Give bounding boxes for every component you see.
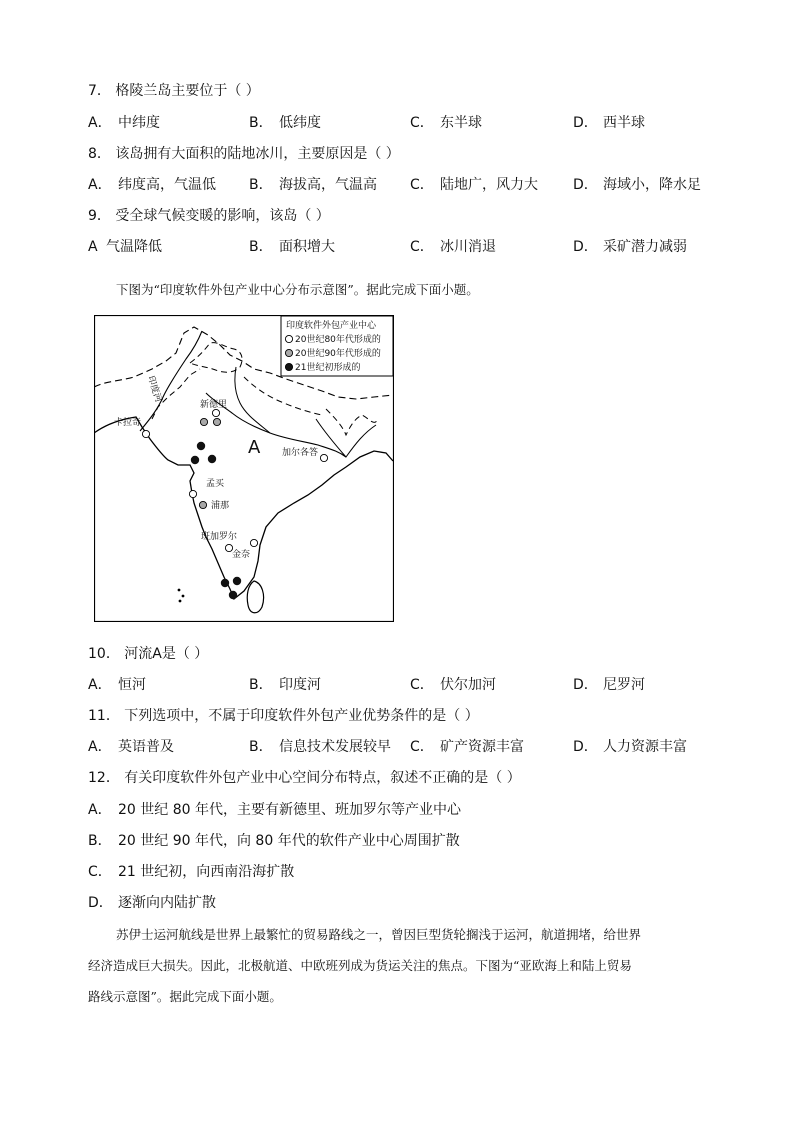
city-21c-south bbox=[233, 577, 241, 585]
legend-90s-symbol bbox=[285, 349, 292, 356]
q9-option-d: D． 采矿潜力减弱 bbox=[573, 239, 687, 255]
q12-option-b: B． 20 世纪 90 年代，向 80 年代的软件产业中心周围扩散 bbox=[88, 833, 460, 849]
island-dot bbox=[178, 589, 181, 592]
legend-80s-label: 20世纪80年代形成的 bbox=[295, 335, 381, 345]
q9-option-a: A 气温降低 bbox=[88, 239, 162, 255]
q7-option-a: A． 中纬度 bbox=[88, 115, 160, 131]
q8-option-d: D． 海域小，降水足 bbox=[573, 177, 701, 193]
q11-option-d: D． 人力资源丰富 bbox=[573, 739, 687, 755]
q12-option-d: D． 逐渐向内陆扩散 bbox=[88, 895, 216, 911]
q7-option-b: B． 低纬度 bbox=[249, 115, 321, 131]
question-11-stem: 11． 下列选项中，不属于印度软件外包产业优势条件的是（ ） bbox=[88, 708, 479, 724]
label-bangalore: 班加罗尔 bbox=[201, 532, 238, 542]
q9-option-c: C． 冰川消退 bbox=[410, 239, 496, 255]
label-chennai: 金奈 bbox=[232, 550, 251, 560]
q11-option-c: C． 矿产资源丰富 bbox=[410, 739, 524, 755]
city-chennai bbox=[250, 539, 257, 546]
question-8-stem: 8． 该岛拥有大面积的陆地冰川，主要原因是（ ） bbox=[88, 146, 400, 162]
india-software-map bbox=[94, 315, 394, 622]
q8-option-c: C． 陆地广，风力大 bbox=[410, 177, 538, 193]
q12-option-c: C． 21 世纪初，向西南沿海扩散 bbox=[88, 864, 295, 880]
city-pune bbox=[199, 501, 206, 508]
q11-option-b: B． 信息技术发展较早 bbox=[249, 739, 391, 755]
question-7-stem: 7． 格陵兰岛主要位于（ ） bbox=[88, 83, 260, 99]
q7-option-d: D． 西半球 bbox=[573, 115, 645, 131]
city-21c-west bbox=[197, 442, 205, 450]
city-21c-west bbox=[208, 455, 216, 463]
label-pune: 浦那 bbox=[211, 501, 230, 511]
q9-option-b: B． 面积增大 bbox=[249, 239, 335, 255]
q10-option-d: D． 尼罗河 bbox=[573, 677, 645, 693]
city-newdelhi-90s bbox=[213, 418, 220, 425]
q7-option-c: C． 东半球 bbox=[410, 115, 482, 131]
trade-route-intro-line: 经济造成巨大损失。因此，北极航道、中欧班列成为货运关注的焦点。下图为“亚欧海上和陆上贸易 bbox=[88, 958, 632, 973]
q10-option-c: C． 伏尔加河 bbox=[410, 677, 496, 693]
city-karachi bbox=[142, 430, 149, 437]
q12-option-a: A． 20 世纪 80 年代，主要有新德里、班加罗尔等产业中心 bbox=[88, 802, 461, 818]
trade-route-intro-line: 路线示意图”。据此完成下面小题。 bbox=[88, 989, 282, 1004]
city-kolkata bbox=[320, 454, 327, 461]
legend-title: 印度软件外包产业中心 bbox=[286, 321, 377, 331]
q10-option-b: B． 印度河 bbox=[249, 677, 321, 693]
label-indus-river: 印度河 bbox=[145, 374, 164, 404]
legend-21c-label: 21世纪初形成的 bbox=[295, 363, 361, 373]
legend-90s-label: 20世纪90年代形成的 bbox=[295, 349, 381, 359]
island-dot bbox=[179, 600, 182, 603]
city-21c-south bbox=[229, 591, 237, 599]
city-21c-west bbox=[191, 456, 199, 464]
q11-option-a: A． 英语普及 bbox=[88, 739, 174, 755]
city-21c-south bbox=[221, 579, 229, 587]
city-newdelhi-90s bbox=[200, 418, 207, 425]
map-intro-text: 下图为“印度软件外包产业中心分布示意图”。据此完成下面小题。 bbox=[116, 282, 479, 297]
label-newdelhi: 新德里 bbox=[200, 400, 228, 410]
label-karachi: 卡拉奇 bbox=[114, 418, 142, 428]
q10-option-a: A． 恒河 bbox=[88, 677, 146, 693]
island-dot bbox=[182, 595, 185, 598]
question-9-stem: 9． 受全球气候变暖的影响，该岛（ ） bbox=[88, 208, 330, 224]
q8-option-a: A． 纬度高，气温低 bbox=[88, 177, 216, 193]
label-river-a: A bbox=[248, 437, 261, 458]
label-mumbai: 孟买 bbox=[206, 479, 225, 489]
legend-80s-symbol bbox=[285, 335, 292, 342]
q8-option-b: B． 海拔高，气温高 bbox=[249, 177, 377, 193]
city-mumbai bbox=[189, 490, 196, 497]
question-10-stem: 10． 河流A是（ ） bbox=[88, 646, 209, 662]
label-kolkata: 加尔各答 bbox=[282, 448, 319, 458]
question-12-stem: 12． 有关印度软件外包产业中心空间分布特点，叙述不正确的是（ ） bbox=[88, 770, 521, 786]
legend-21c-symbol bbox=[285, 363, 292, 370]
city-newdelhi bbox=[212, 409, 219, 416]
trade-route-intro-line: 苏伊士运河航线是世界上最繁忙的贸易路线之一，曾因巨型货轮搁浅于运河，航道拥堵，给世界 bbox=[116, 927, 642, 942]
